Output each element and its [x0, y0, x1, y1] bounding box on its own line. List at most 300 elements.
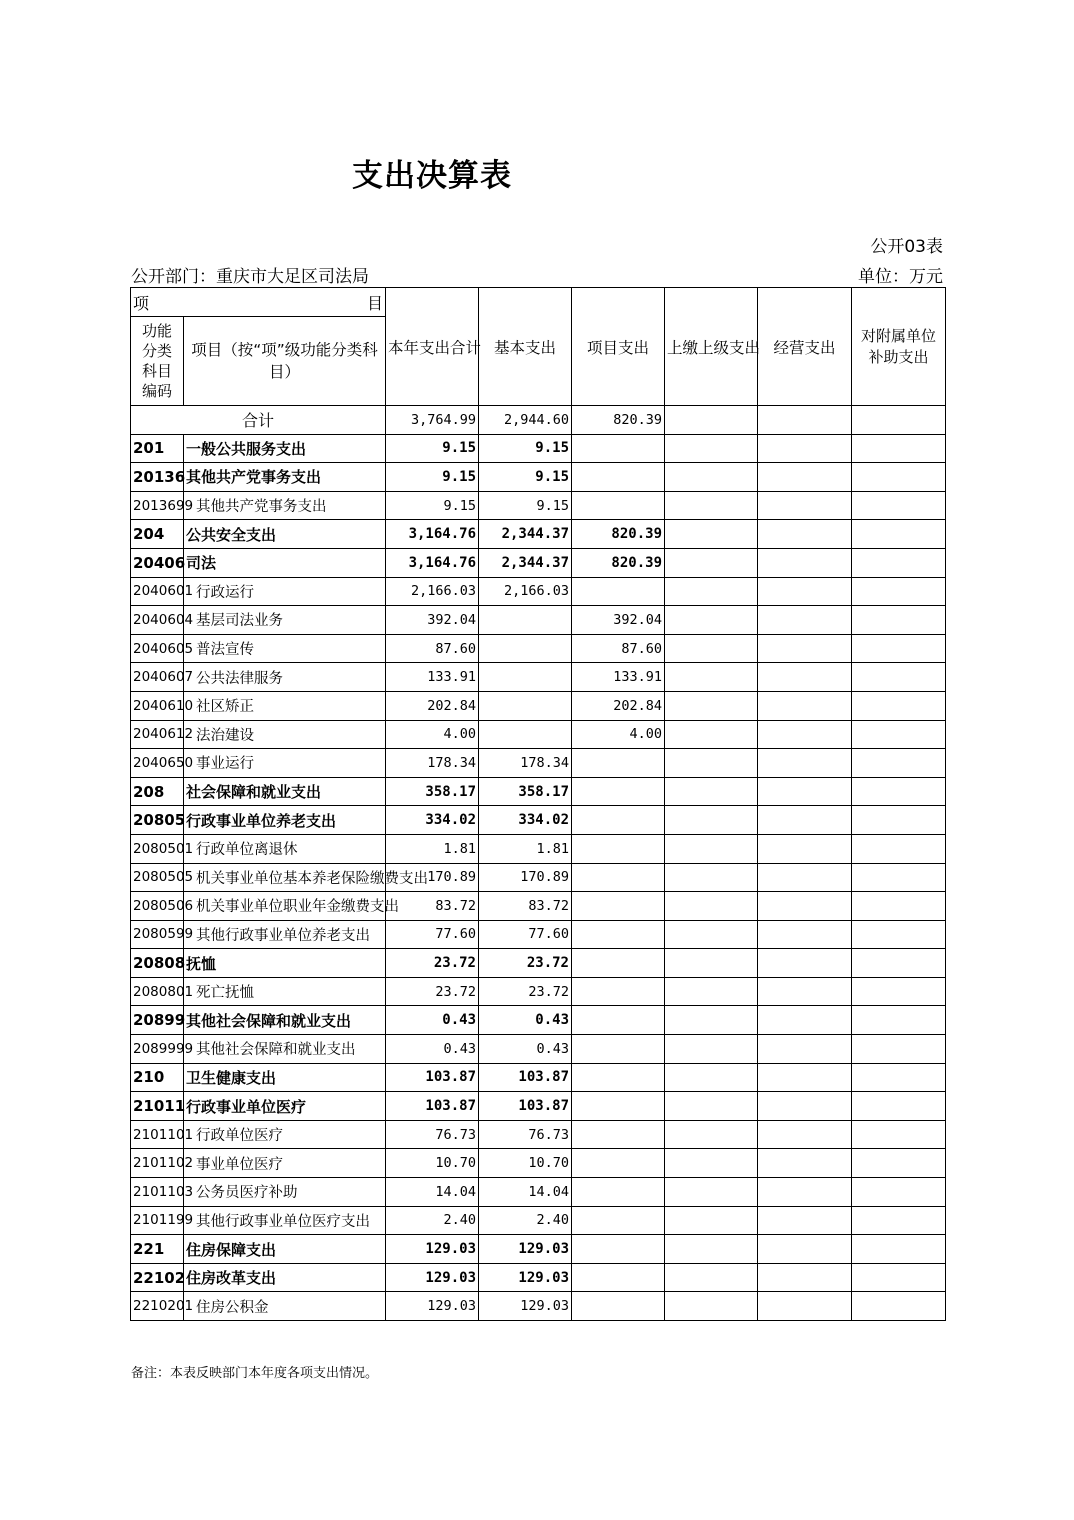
row-value: 2,166.03 — [479, 577, 572, 606]
row-value: 129.03 — [386, 1292, 479, 1321]
table-row — [131, 634, 946, 663]
table-row — [131, 606, 946, 635]
row-value: 23.72 — [386, 977, 479, 1006]
row-value: 4.00 — [386, 720, 479, 749]
row-value — [572, 1092, 665, 1121]
row-value: 10.70 — [386, 1149, 479, 1178]
row-value — [758, 777, 852, 806]
row-value: 77.60 — [386, 920, 479, 949]
row-name: 住房改革支出 — [184, 1263, 386, 1292]
row-value: 178.34 — [386, 749, 479, 778]
row-name: 司法 — [184, 548, 386, 577]
row-value: 392.04 — [386, 606, 479, 635]
row-value — [758, 520, 852, 549]
row-name: 行政运行 — [184, 577, 386, 606]
row-value: 9.15 — [479, 434, 572, 463]
row-value — [665, 663, 758, 692]
row-name: 卫生健康支出 — [184, 1063, 386, 1092]
row-value — [572, 1120, 665, 1149]
row-value — [572, 749, 665, 778]
row-name: 其他行政事业单位养老支出 — [184, 920, 386, 949]
row-value — [665, 1149, 758, 1178]
row-value — [758, 606, 852, 635]
row-name: 公共法律服务 — [184, 663, 386, 692]
row-value — [758, 720, 852, 749]
row-value — [665, 949, 758, 978]
row-name: 抚恤 — [184, 949, 386, 978]
row-value — [665, 463, 758, 492]
row-value: 820.39 — [572, 520, 665, 549]
row-value — [665, 1035, 758, 1064]
row-code: 2013699 — [131, 491, 184, 520]
row-value — [572, 1263, 665, 1292]
row-value — [852, 434, 946, 463]
header-col-basic: 基本支出 — [479, 288, 572, 406]
row-value: 103.87 — [479, 1092, 572, 1121]
row-value: 2.40 — [386, 1206, 479, 1235]
row-value: 83.72 — [386, 892, 479, 921]
table-row — [131, 1178, 946, 1207]
row-name: 其他社会保障和就业支出 — [184, 1035, 386, 1064]
row-name: 其他社会保障和就业支出 — [184, 1006, 386, 1035]
table-row — [131, 1292, 946, 1321]
row-value: 133.91 — [572, 663, 665, 692]
header-name-col: 项目（按“项”级功能分类科目） — [184, 317, 386, 406]
row-name: 行政事业单位养老支出 — [184, 806, 386, 835]
table-row — [131, 1235, 946, 1264]
row-value — [572, 1178, 665, 1207]
row-value — [852, 1292, 946, 1321]
row-name: 行政单位离退休 — [184, 834, 386, 863]
unit-label: 单位：万元 — [858, 267, 943, 287]
row-code: 2080505 — [131, 863, 184, 892]
row-value: 9.15 — [386, 434, 479, 463]
row-value — [758, 1092, 852, 1121]
row-code: 22102 — [131, 1263, 184, 1292]
row-value — [758, 1035, 852, 1064]
row-value: 170.89 — [479, 863, 572, 892]
row-value — [852, 1235, 946, 1264]
row-name: 其他行政事业单位医疗支出 — [184, 1206, 386, 1235]
row-value — [852, 749, 946, 778]
row-value — [758, 1263, 852, 1292]
row-value — [852, 520, 946, 549]
table-row — [131, 491, 946, 520]
row-value — [665, 977, 758, 1006]
row-value — [758, 463, 852, 492]
row-value: 76.73 — [386, 1120, 479, 1149]
row-name: 社区矫正 — [184, 691, 386, 720]
row-value — [572, 863, 665, 892]
row-code: 2040607 — [131, 663, 184, 692]
row-value: 10.70 — [479, 1149, 572, 1178]
row-value — [758, 1120, 852, 1149]
row-value — [852, 892, 946, 921]
row-value — [572, 577, 665, 606]
row-value — [665, 1263, 758, 1292]
row-code: 2210201 — [131, 1292, 184, 1321]
row-value: 392.04 — [572, 606, 665, 635]
row-value — [852, 1120, 946, 1149]
row-value — [758, 920, 852, 949]
row-value — [665, 1006, 758, 1035]
row-name: 行政事业单位医疗 — [184, 1092, 386, 1121]
row-value — [665, 520, 758, 549]
total-row — [131, 406, 946, 435]
row-code: 208 — [131, 777, 184, 806]
page-title: 支出决算表 — [352, 158, 512, 194]
row-value: 103.87 — [386, 1092, 479, 1121]
row-value — [572, 977, 665, 1006]
row-value — [852, 1006, 946, 1035]
row-value — [758, 634, 852, 663]
row-code: 2080599 — [131, 920, 184, 949]
row-value — [665, 892, 758, 921]
table-row — [131, 977, 946, 1006]
table-row — [131, 577, 946, 606]
row-value — [852, 548, 946, 577]
row-value: 9.15 — [386, 463, 479, 492]
row-value — [852, 806, 946, 835]
row-value: 202.84 — [386, 691, 479, 720]
table-row — [131, 806, 946, 835]
row-value: 103.87 — [479, 1063, 572, 1092]
row-code: 20805 — [131, 806, 184, 835]
row-value — [758, 1006, 852, 1035]
row-value: 334.02 — [479, 806, 572, 835]
row-value: 0.43 — [386, 1035, 479, 1064]
row-name: 机关事业单位职业年金缴费支出 — [184, 892, 386, 921]
row-value: 103.87 — [386, 1063, 479, 1092]
row-value — [852, 977, 946, 1006]
row-value — [572, 892, 665, 921]
row-value: 3,164.76 — [386, 548, 479, 577]
row-value — [852, 691, 946, 720]
row-value — [572, 834, 665, 863]
row-value: 129.03 — [479, 1263, 572, 1292]
row-code: 20406 — [131, 548, 184, 577]
row-value — [758, 749, 852, 778]
total-value: 2,944.60 — [479, 406, 572, 435]
row-code: 210 — [131, 1063, 184, 1092]
row-value: 23.72 — [386, 949, 479, 978]
table-row — [131, 834, 946, 863]
table-row — [131, 1120, 946, 1149]
row-value — [665, 749, 758, 778]
row-value: 23.72 — [479, 977, 572, 1006]
row-value — [852, 1149, 946, 1178]
row-value — [572, 1292, 665, 1321]
row-value: 129.03 — [386, 1263, 479, 1292]
row-name: 住房保障支出 — [184, 1235, 386, 1264]
row-value: 1.81 — [479, 834, 572, 863]
header-col-total: 本年支出合计 — [386, 288, 479, 406]
header-mu: 目 — [366, 293, 383, 313]
row-value — [665, 920, 758, 949]
footnote: 备注：本表反映部门本年度各项支出情况。 — [131, 1366, 379, 1381]
row-value — [852, 920, 946, 949]
header-code-col: 功能分类科目编码 — [131, 317, 184, 406]
row-code: 2080801 — [131, 977, 184, 1006]
header-xiang: 项 — [133, 293, 150, 313]
row-value — [758, 548, 852, 577]
row-value: 202.84 — [572, 691, 665, 720]
row-value — [758, 1292, 852, 1321]
row-name: 机关事业单位基本养老保险缴费支出 — [184, 863, 386, 892]
row-value — [758, 663, 852, 692]
row-name: 事业运行 — [184, 749, 386, 778]
row-code: 2089999 — [131, 1035, 184, 1064]
row-code: 2080506 — [131, 892, 184, 921]
row-value — [572, 806, 665, 835]
row-value — [852, 1178, 946, 1207]
row-code: 20136 — [131, 463, 184, 492]
table-row — [131, 1149, 946, 1178]
row-value — [758, 1206, 852, 1235]
row-value — [665, 691, 758, 720]
row-name: 基层司法业务 — [184, 606, 386, 635]
table-row — [131, 1263, 946, 1292]
row-value — [665, 1063, 758, 1092]
row-value: 129.03 — [479, 1292, 572, 1321]
row-code: 2040604 — [131, 606, 184, 635]
row-value — [572, 463, 665, 492]
table-row — [131, 949, 946, 978]
row-value — [852, 777, 946, 806]
table-row — [131, 749, 946, 778]
department-label: 公开部门：重庆市大足区司法局 — [131, 267, 369, 287]
table-row — [131, 434, 946, 463]
row-value — [852, 1092, 946, 1121]
row-name: 死亡抚恤 — [184, 977, 386, 1006]
row-value — [665, 1206, 758, 1235]
row-value — [572, 949, 665, 978]
row-value — [852, 1035, 946, 1064]
row-code: 204 — [131, 520, 184, 549]
row-value: 358.17 — [479, 777, 572, 806]
row-value: 76.73 — [479, 1120, 572, 1149]
row-value — [852, 863, 946, 892]
row-value: 0.43 — [386, 1006, 479, 1035]
row-value: 9.15 — [479, 491, 572, 520]
row-value — [572, 777, 665, 806]
table-row — [131, 520, 946, 549]
row-code: 2040605 — [131, 634, 184, 663]
row-value: 2.40 — [479, 1206, 572, 1235]
row-value — [852, 720, 946, 749]
row-value — [852, 491, 946, 520]
header-xiangmu-cell — [131, 288, 386, 317]
row-name: 事业单位医疗 — [184, 1149, 386, 1178]
row-name: 其他共产党事务支出 — [184, 491, 386, 520]
table-row — [131, 1006, 946, 1035]
row-name: 行政单位医疗 — [184, 1120, 386, 1149]
row-code: 2101199 — [131, 1206, 184, 1235]
row-value — [479, 691, 572, 720]
row-code: 20899 — [131, 1006, 184, 1035]
table-row — [131, 720, 946, 749]
row-value — [479, 606, 572, 635]
header-col-project: 项目支出 — [572, 288, 665, 406]
row-value — [758, 577, 852, 606]
row-code: 221 — [131, 1235, 184, 1264]
row-value — [852, 606, 946, 635]
table-row — [131, 777, 946, 806]
row-code: 2080501 — [131, 834, 184, 863]
total-value — [665, 406, 758, 435]
row-value: 334.02 — [386, 806, 479, 835]
total-value: 820.39 — [572, 406, 665, 435]
row-value — [758, 1149, 852, 1178]
row-value — [572, 1235, 665, 1264]
row-value: 0.43 — [479, 1035, 572, 1064]
table-row — [131, 1092, 946, 1121]
row-code: 2101102 — [131, 1149, 184, 1178]
row-value — [665, 777, 758, 806]
row-value — [852, 577, 946, 606]
row-name: 公共安全支出 — [184, 520, 386, 549]
row-value — [852, 663, 946, 692]
row-value — [758, 892, 852, 921]
row-value — [665, 1235, 758, 1264]
row-value — [665, 634, 758, 663]
table-row — [131, 691, 946, 720]
total-value — [852, 406, 946, 435]
row-value: 77.60 — [479, 920, 572, 949]
row-code: 2040601 — [131, 577, 184, 606]
row-value: 9.15 — [386, 491, 479, 520]
row-value — [665, 720, 758, 749]
row-value — [665, 1178, 758, 1207]
row-value — [665, 1120, 758, 1149]
row-value: 23.72 — [479, 949, 572, 978]
row-value — [572, 920, 665, 949]
row-value — [758, 806, 852, 835]
table-row — [131, 463, 946, 492]
table-row — [131, 1063, 946, 1092]
table-row — [131, 892, 946, 921]
table-row — [131, 663, 946, 692]
row-name: 法治建设 — [184, 720, 386, 749]
row-value: 9.15 — [479, 463, 572, 492]
row-code: 201 — [131, 434, 184, 463]
row-name: 住房公积金 — [184, 1292, 386, 1321]
row-value: 358.17 — [386, 777, 479, 806]
row-value — [758, 491, 852, 520]
row-value: 820.39 — [572, 548, 665, 577]
header-col-business: 经营支出 — [758, 288, 852, 406]
row-value: 4.00 — [572, 720, 665, 749]
row-value — [758, 949, 852, 978]
row-value — [758, 1178, 852, 1207]
row-value — [852, 1263, 946, 1292]
row-value — [665, 577, 758, 606]
table-row — [131, 1206, 946, 1235]
row-value — [665, 1292, 758, 1321]
row-code: 2101103 — [131, 1178, 184, 1207]
table-row — [131, 863, 946, 892]
row-value: 87.60 — [386, 634, 479, 663]
row-value: 2,344.37 — [479, 520, 572, 549]
row-value — [758, 434, 852, 463]
row-value — [852, 949, 946, 978]
row-value — [479, 663, 572, 692]
row-value — [758, 977, 852, 1006]
row-value: 2,344.37 — [479, 548, 572, 577]
row-value: 3,164.76 — [386, 520, 479, 549]
row-code: 20808 — [131, 949, 184, 978]
row-value — [665, 1092, 758, 1121]
table-row — [131, 1035, 946, 1064]
row-value: 129.03 — [479, 1235, 572, 1264]
row-value: 0.43 — [479, 1006, 572, 1035]
row-value: 178.34 — [479, 749, 572, 778]
row-name: 一般公共服务支出 — [184, 434, 386, 463]
header-col-subsidy: 对附属单位补助支出 — [852, 288, 946, 406]
row-value — [758, 863, 852, 892]
row-value — [852, 1063, 946, 1092]
row-value: 1.81 — [386, 834, 479, 863]
total-label: 合计 — [131, 406, 386, 435]
row-value — [665, 548, 758, 577]
row-name: 公务员医疗补助 — [184, 1178, 386, 1207]
row-code: 2101101 — [131, 1120, 184, 1149]
row-value — [852, 1206, 946, 1235]
row-value — [758, 1063, 852, 1092]
total-value — [758, 406, 852, 435]
header-row-top — [131, 288, 946, 317]
expenditure-table — [130, 287, 946, 1321]
table-row — [131, 548, 946, 577]
row-value — [572, 491, 665, 520]
row-value: 14.04 — [479, 1178, 572, 1207]
row-value: 133.91 — [386, 663, 479, 692]
row-value — [665, 806, 758, 835]
row-code: 2040650 — [131, 749, 184, 778]
row-value — [852, 463, 946, 492]
table-row — [131, 920, 946, 949]
row-name: 普法宣传 — [184, 634, 386, 663]
row-value — [572, 434, 665, 463]
row-value — [479, 720, 572, 749]
row-value — [665, 491, 758, 520]
row-value: 129.03 — [386, 1235, 479, 1264]
row-value — [758, 834, 852, 863]
row-value — [758, 691, 852, 720]
row-value — [665, 863, 758, 892]
row-value — [572, 1006, 665, 1035]
row-name: 社会保障和就业支出 — [184, 777, 386, 806]
row-code: 21011 — [131, 1092, 184, 1121]
row-value — [852, 634, 946, 663]
row-value — [852, 834, 946, 863]
row-code: 2040612 — [131, 720, 184, 749]
row-value: 170.89 — [386, 863, 479, 892]
row-value — [572, 1063, 665, 1092]
row-value — [479, 634, 572, 663]
row-value — [665, 834, 758, 863]
row-value — [572, 1035, 665, 1064]
row-code: 2040610 — [131, 691, 184, 720]
row-name: 其他共产党事务支出 — [184, 463, 386, 492]
total-value: 3,764.99 — [386, 406, 479, 435]
row-value — [665, 434, 758, 463]
row-value: 87.60 — [572, 634, 665, 663]
row-value — [572, 1206, 665, 1235]
row-value: 14.04 — [386, 1178, 479, 1207]
row-value — [572, 1149, 665, 1178]
row-value — [665, 606, 758, 635]
